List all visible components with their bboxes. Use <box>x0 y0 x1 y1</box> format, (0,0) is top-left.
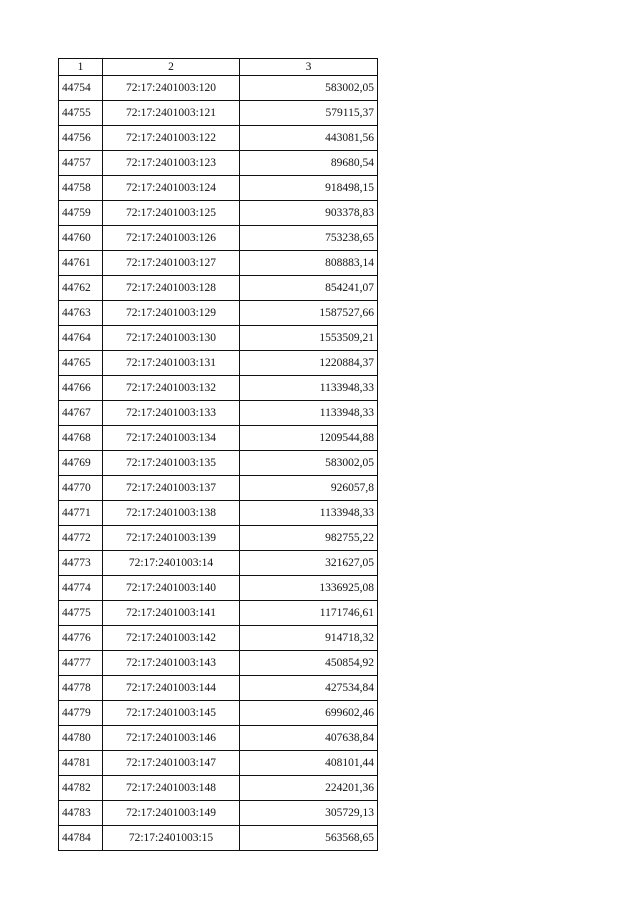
table-row <box>59 776 378 801</box>
table-body <box>59 76 378 851</box>
value-cell: 914718,32 <box>240 626 378 651</box>
value-cell: 224201,36 <box>240 776 378 801</box>
row-number-cell: 44770 <box>59 476 103 501</box>
header-col-2: 2 <box>103 59 240 76</box>
cadastral-number-cell: 72:17:2401003:132 <box>103 376 240 401</box>
cadastral-number-cell: 72:17:2401003:128 <box>103 276 240 301</box>
cadastral-number-cell: 72:17:2401003:14 <box>103 551 240 576</box>
cadastral-number-cell: 72:17:2401003:139 <box>103 526 240 551</box>
row-number-cell: 44761 <box>59 251 103 276</box>
row-number-cell: 44771 <box>59 501 103 526</box>
row-number-cell: 44776 <box>59 626 103 651</box>
table-row <box>59 801 378 826</box>
cadastral-number-cell: 72:17:2401003:134 <box>103 426 240 451</box>
cadastral-number-cell: 72:17:2401003:124 <box>103 176 240 201</box>
row-number-cell: 44765 <box>59 351 103 376</box>
row-number-cell: 44782 <box>59 776 103 801</box>
row-number-cell: 44780 <box>59 726 103 751</box>
value-cell: 408101,44 <box>240 751 378 776</box>
row-number-cell: 44757 <box>59 151 103 176</box>
table-row <box>59 551 378 576</box>
table-row <box>59 601 378 626</box>
table-row <box>59 126 378 151</box>
row-number-cell: 44759 <box>59 201 103 226</box>
cadastral-number-cell: 72:17:2401003:141 <box>103 601 240 626</box>
table-row <box>59 526 378 551</box>
table-row <box>59 101 378 126</box>
row-number-cell: 44774 <box>59 576 103 601</box>
cadastral-number-cell: 72:17:2401003:146 <box>103 726 240 751</box>
value-cell: 450854,92 <box>240 651 378 676</box>
value-cell: 443081,56 <box>240 126 378 151</box>
value-cell: 579115,37 <box>240 101 378 126</box>
value-cell: 1553509,21 <box>240 326 378 351</box>
row-number-cell: 44784 <box>59 826 103 851</box>
table-row <box>59 651 378 676</box>
table-row <box>59 426 378 451</box>
value-cell: 89680,54 <box>240 151 378 176</box>
row-number-cell: 44772 <box>59 526 103 551</box>
value-cell: 854241,07 <box>240 276 378 301</box>
table-row <box>59 251 378 276</box>
cadastral-number-cell: 72:17:2401003:15 <box>103 826 240 851</box>
row-number-cell: 44783 <box>59 801 103 826</box>
cadastral-number-cell: 72:17:2401003:120 <box>103 76 240 101</box>
table-row <box>59 351 378 376</box>
value-cell: 1209544,88 <box>240 426 378 451</box>
value-cell: 753238,65 <box>240 226 378 251</box>
table-row <box>59 276 378 301</box>
value-cell: 305729,13 <box>240 801 378 826</box>
cadastral-number-cell: 72:17:2401003:122 <box>103 126 240 151</box>
cadastral-number-cell: 72:17:2401003:142 <box>103 626 240 651</box>
table-row <box>59 726 378 751</box>
row-number-cell: 44763 <box>59 301 103 326</box>
cadastral-number-cell: 72:17:2401003:140 <box>103 576 240 601</box>
table-row <box>59 676 378 701</box>
value-cell: 583002,05 <box>240 76 378 101</box>
row-number-cell: 44754 <box>59 76 103 101</box>
table-row <box>59 751 378 776</box>
cadastral-number-cell: 72:17:2401003:148 <box>103 776 240 801</box>
cadastral-number-cell: 72:17:2401003:137 <box>103 476 240 501</box>
row-number-cell: 44762 <box>59 276 103 301</box>
value-cell: 563568,65 <box>240 826 378 851</box>
cadastral-number-cell: 72:17:2401003:131 <box>103 351 240 376</box>
row-number-cell: 44777 <box>59 651 103 676</box>
row-number-cell: 44760 <box>59 226 103 251</box>
row-number-cell: 44767 <box>59 401 103 426</box>
table-row <box>59 76 378 101</box>
row-number-cell: 44756 <box>59 126 103 151</box>
cadastral-number-cell: 72:17:2401003:126 <box>103 226 240 251</box>
cadastral-number-cell: 72:17:2401003:145 <box>103 701 240 726</box>
table-row <box>59 626 378 651</box>
cadastral-number-cell: 72:17:2401003:130 <box>103 326 240 351</box>
cadastral-number-cell: 72:17:2401003:144 <box>103 676 240 701</box>
row-number-cell: 44758 <box>59 176 103 201</box>
table-row <box>59 226 378 251</box>
row-number-cell: 44775 <box>59 601 103 626</box>
row-number-cell: 44781 <box>59 751 103 776</box>
value-cell: 918498,15 <box>240 176 378 201</box>
cadastral-number-cell: 72:17:2401003:129 <box>103 301 240 326</box>
value-cell: 321627,05 <box>240 551 378 576</box>
value-cell: 1587527,66 <box>240 301 378 326</box>
value-cell: 407638,84 <box>240 726 378 751</box>
cadastral-number-cell: 72:17:2401003:133 <box>103 401 240 426</box>
table-row <box>59 501 378 526</box>
row-number-cell: 44778 <box>59 676 103 701</box>
value-cell: 982755,22 <box>240 526 378 551</box>
cadastral-number-cell: 72:17:2401003:147 <box>103 751 240 776</box>
cadastral-number-cell: 72:17:2401003:149 <box>103 801 240 826</box>
cadastral-number-cell: 72:17:2401003:127 <box>103 251 240 276</box>
row-number-cell: 44773 <box>59 551 103 576</box>
value-cell: 1133948,33 <box>240 376 378 401</box>
table-row <box>59 151 378 176</box>
cadastral-number-cell: 72:17:2401003:123 <box>103 151 240 176</box>
row-number-cell: 44769 <box>59 451 103 476</box>
table-row <box>59 326 378 351</box>
value-cell: 1171746,61 <box>240 601 378 626</box>
row-number-cell: 44764 <box>59 326 103 351</box>
table-row <box>59 826 378 851</box>
table-row <box>59 301 378 326</box>
value-cell: 1133948,33 <box>240 401 378 426</box>
table-row <box>59 176 378 201</box>
row-number-cell: 44766 <box>59 376 103 401</box>
cadastral-number-cell: 72:17:2401003:121 <box>103 101 240 126</box>
row-number-cell: 44779 <box>59 701 103 726</box>
row-number-cell: 44755 <box>59 101 103 126</box>
value-cell: 427534,84 <box>240 676 378 701</box>
table-row <box>59 576 378 601</box>
value-cell: 1220884,37 <box>240 351 378 376</box>
value-cell: 699602,46 <box>240 701 378 726</box>
value-cell: 926057,8 <box>240 476 378 501</box>
cadastral-number-cell: 72:17:2401003:125 <box>103 201 240 226</box>
table-row <box>59 201 378 226</box>
cadastral-number-cell: 72:17:2401003:138 <box>103 501 240 526</box>
value-cell: 808883,14 <box>240 251 378 276</box>
value-cell: 583002,05 <box>240 451 378 476</box>
table-row <box>59 401 378 426</box>
header-col-3: 3 <box>240 59 378 76</box>
header-row <box>59 59 378 76</box>
value-cell: 1336925,08 <box>240 576 378 601</box>
cadastral-number-cell: 72:17:2401003:143 <box>103 651 240 676</box>
value-cell: 903378,83 <box>240 201 378 226</box>
data-table <box>58 58 378 851</box>
table-row <box>59 701 378 726</box>
table-row <box>59 476 378 501</box>
table-row <box>59 376 378 401</box>
value-cell: 1133948,33 <box>240 501 378 526</box>
cadastral-number-cell: 72:17:2401003:135 <box>103 451 240 476</box>
row-number-cell: 44768 <box>59 426 103 451</box>
table-row <box>59 451 378 476</box>
header-col-1: 1 <box>59 59 103 76</box>
